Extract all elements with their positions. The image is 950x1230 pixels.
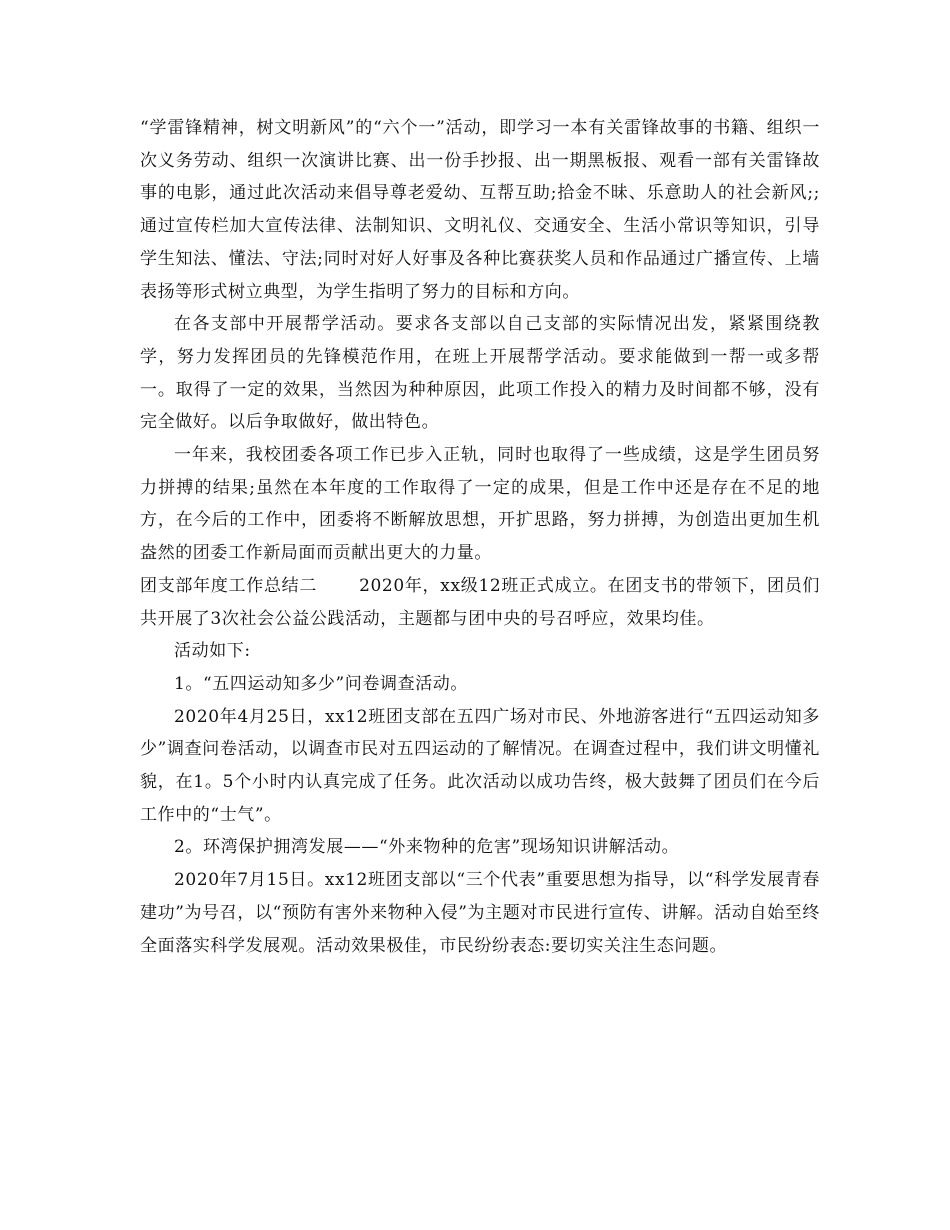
paragraph: “学雷锋精神，树文明新风”的“六个一”活动，即学习一本有关雷锋故事的书籍、组织一次义务劳动、组织一次演讲比赛、出一份手抄报、出一期黑板报、观看一部有关雷锋故事的电影，通过此次活动来倡导尊老爱幼、互帮互助;拾金不昧、乐意助人的社会新风;;通过宣传栏加大宣传法律、法制知识、文明礼仪、交通安全、生活小常识等知识，引导学生知法、懂法、守法;同时对好人好事及各种比赛获奖人员和作品通过广播宣传、上墙表扬等形式树立典型，为学生指明了努力的目标和方向。 (140, 118, 820, 302)
section-paragraph (140, 570, 820, 635)
list-heading: 1。“五四运动知多少”问卷调查活动。 (174, 673, 468, 694)
list-heading: 2。环湾保护拥湾发展——“外来物种的危害”现场知识讲解活动。 (174, 837, 680, 858)
section-title: 团支部年度工作总结二 (140, 575, 318, 596)
section-intro: 2020年，xx级12班正式成立。在团支书的带领下，团员们共开展了3次社会公益公践活动，主题都与团中央的号召呼应，效果均佳。 (140, 575, 820, 629)
paragraph: 2020年7月15日。xx12班团支部以“三个代表”重要思想为指导，以“科学发展青春建功”为号召，以“预防有害外来物种入侵”为主题对市民进行宣传、讲解。活动自始至终全面落实科学发展观。活动效果极佳，市民纷纷表态:要切实关注生态问题。 (140, 870, 820, 956)
paragraph: 一年来，我校团委各项工作已步入正轨，同时也取得了一些成绩，这是学生团员努力拼搏的结果;虽然在本年度的工作取得了一定的成果，但是工作中还是存在不足的地方，在今后的工作中，团委将不断解放思想，开扩思路，努力拼搏，为创造出更加生机盎然的团委工作新局面而贡献出更大的力量。 (140, 445, 820, 564)
paragraph: 在各支部中开展帮学活动。要求各支部以自己支部的实际情况出发，紧紧围绕教学，努力发挥团员的先锋模范作用，在班上开展帮学活动。要求能做到一帮一或多帮一。取得了一定的效果，当然因为种种原因，此项工作投入的精力及时间都不够，没有完全做好。以后争取做好，做出特色。 (140, 314, 820, 433)
document-body (140, 112, 820, 962)
paragraph: 2020年4月25日，xx12班团支部在五四广场对市民、外地游客进行“五四运动知多少”调查问卷活动，以调查市民对五四运动的了解情况。在调查过程中，我们讲文明懂礼貌，在1。5个小时内认真完成了任务。此次活动以成功告终，极大鼓舞了团员们在今后工作中的“士气”。 (140, 706, 820, 825)
paragraph: 活动如下: (174, 641, 251, 662)
